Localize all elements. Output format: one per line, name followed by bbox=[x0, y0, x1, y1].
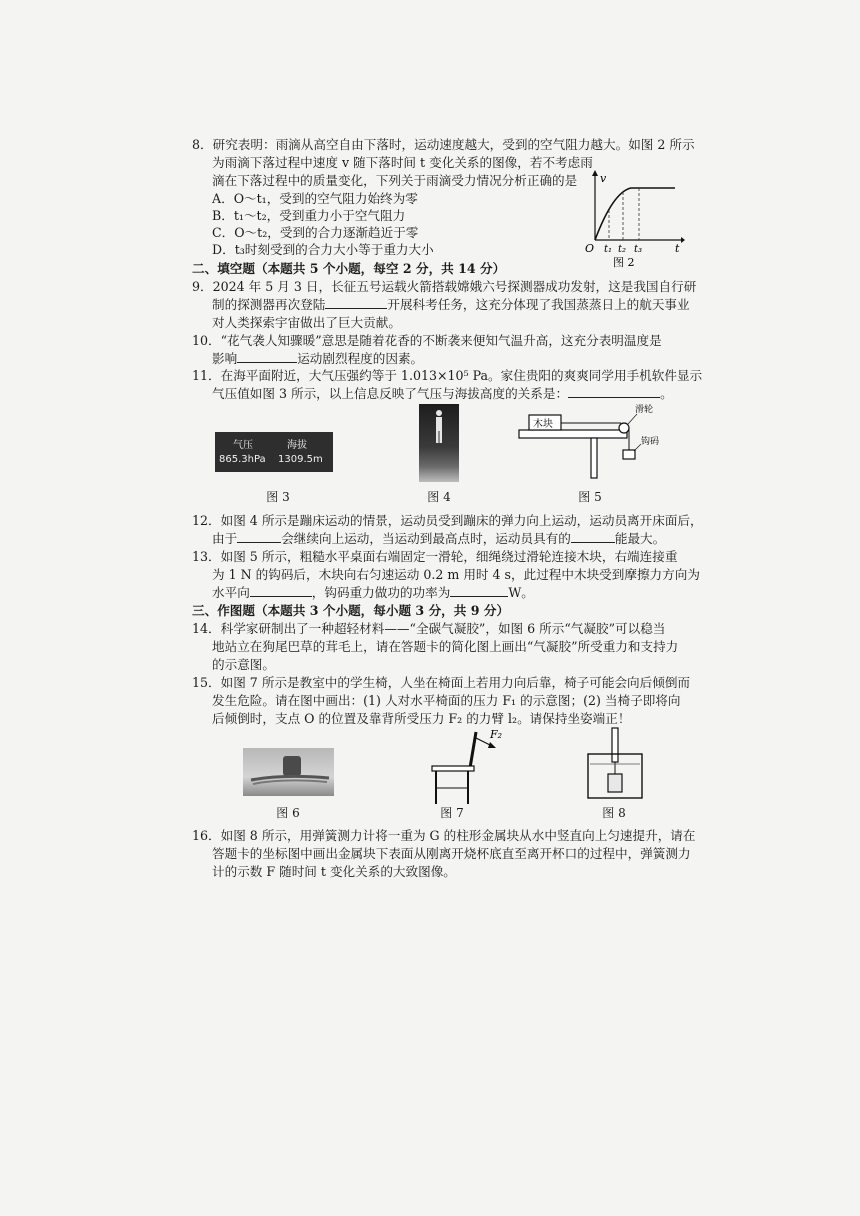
aerogel-on-grass-icon bbox=[243, 748, 334, 796]
figure-5-pulley-setup bbox=[517, 400, 677, 480]
fig4-label: 图 4 bbox=[427, 490, 451, 504]
fig3-value-pressure: 865.3hPa bbox=[219, 454, 266, 465]
q13-line-2: 为 1 N 的钩码后，木块向右匀速运动 0.2 m 用时 4 s，此过程中木块受到摩擦力方向为 bbox=[212, 567, 700, 582]
trampoline-athlete-icon bbox=[431, 408, 447, 444]
metal-block-icon bbox=[608, 774, 622, 792]
section-3-heading: 三、作图题（本题共 3 个小题，每小题 3 分，共 9 分） bbox=[192, 603, 510, 618]
figure-3-pressure-display bbox=[215, 432, 333, 472]
fig2-tick-t2: t₂ bbox=[618, 244, 627, 255]
figure-2-velocity-time-graph bbox=[585, 170, 685, 269]
q13-answer-blank-1[interactable] bbox=[250, 584, 312, 597]
q11-line-2-end: 。 bbox=[660, 386, 673, 401]
q10-line-2a: 影响 bbox=[212, 351, 238, 366]
q13-answer-blank-2[interactable] bbox=[450, 584, 508, 597]
fig6-label: 图 6 bbox=[276, 806, 300, 820]
fig2-axis-v: v bbox=[600, 172, 607, 185]
pulley-icon bbox=[619, 423, 629, 433]
spring-scale-icon bbox=[612, 728, 618, 762]
q12-line-1: 12．如图 4 所示是蹦床运动的情景，运动员受到蹦床的弹力向上运动，运动员离开床面后， bbox=[192, 513, 703, 528]
q11-answer-blank[interactable] bbox=[568, 385, 660, 398]
q10-line-2 bbox=[212, 350, 423, 367]
fig2-tick-t3: t₃ bbox=[634, 244, 643, 255]
fig3-label: 图 3 bbox=[266, 490, 290, 504]
fig5-label: 图 5 bbox=[578, 490, 602, 504]
q8-option-a: A．O～t₁，受到的空气阻力始终为零 bbox=[212, 191, 418, 206]
fig5-weight-label: 钩码 bbox=[641, 437, 660, 447]
fig2-tick-t1: t₁ bbox=[604, 244, 613, 255]
q11-line-2-text: 气压值如图 3 所示，以上信息反映了气压与海拔高度的关系是： bbox=[212, 386, 569, 401]
figure-8-spring-scale-beaker bbox=[586, 728, 646, 800]
q8-line-2: 为雨滴下落过程中速度 v 随下落时间 t 变化关系的图像，若不考虑雨 bbox=[212, 155, 593, 170]
q12-line-2b: 会继续向上运动，当运动到最高点时，运动员具有的 bbox=[281, 531, 571, 546]
q13-line-3b: ，钩码重力做功的功率为 bbox=[311, 585, 451, 600]
q15-line-2: 发生危险。请在图中画出：(1) 人对水平椅面的压力 F₁ 的示意图；(2) 当椅子即将向 bbox=[212, 693, 681, 708]
q16-line-1: 16．如图 8 所示，用弹簧测力计将一重为 G 的柱形金属块从水中竖直向上匀速提升，请在 bbox=[192, 828, 696, 843]
q14-line-1: 14．科学家研制出了一种超轻材料——“全碳气凝胶”，如图 6 所示“气凝胶”可以稳当 bbox=[192, 621, 666, 636]
q8-option-c: C．O～t₂，受到的合力逐渐趋近于零 bbox=[212, 225, 419, 240]
fig2-label: 图 2 bbox=[613, 256, 635, 269]
q8-option-d: D．t₃时刻受到的合力大小等于重力大小 bbox=[212, 242, 434, 257]
q10-line-1: 10．“花气袭人知骤暖”意思是随着花香的不断袭来便知气温升高，这充分表明温度是 bbox=[192, 333, 662, 348]
q15-line-3: 后倾倒时，支点 O 的位置及靠背所受压力 F₂ 的力臂 l₂。请保持坐姿端正！ bbox=[212, 711, 631, 726]
q10-line-2b: 运动剧烈程度的因素。 bbox=[297, 351, 424, 366]
fig8-label: 图 8 bbox=[602, 806, 626, 820]
q8-option-b: B．t₁～t₂，受到重力小于空气阻力 bbox=[212, 208, 406, 223]
q12-line-2a: 由于 bbox=[212, 531, 238, 546]
fig3-value-altitude: 1309.5m bbox=[278, 454, 323, 465]
q11-line-1: 11．在海平面附近，大气压强约等于 1.013×10⁵ Pa。家住贵阳的爽爽同学用手机软件显示 bbox=[192, 368, 703, 383]
figure-4-trampoline-photo bbox=[419, 404, 459, 482]
fig7-force-label: F₂ bbox=[490, 728, 503, 741]
q14-line-3: 的示意图。 bbox=[212, 657, 275, 672]
fig2-axis-t: t bbox=[675, 242, 680, 255]
q15-line-1: 15．如图 7 所示是教室中的学生椅，人坐在椅面上若用力向后靠，椅子可能会向后倾倒而 bbox=[192, 675, 691, 690]
q13-line-3 bbox=[212, 584, 534, 601]
fig7-label: 图 7 bbox=[440, 806, 464, 820]
q9-answer-blank[interactable] bbox=[325, 296, 387, 309]
q12-line-2c: 能最大。 bbox=[614, 531, 666, 546]
q12-answer-blank-2[interactable] bbox=[571, 530, 615, 543]
q14-line-2: 地站立在狗尾巴草的茸毛上，请在答题卡的简化图上画出“气凝胶”所受重力和支持力 bbox=[212, 639, 679, 654]
fig3-header-pressure: 气压 bbox=[233, 440, 253, 451]
fig2-origin: O bbox=[585, 242, 595, 255]
fig5-pulley-label: 滑轮 bbox=[635, 405, 654, 415]
q10-answer-blank[interactable] bbox=[237, 350, 297, 363]
q9-line-2b: 开展科考任务，这充分体现了我国蒸蒸日上的航天事业 bbox=[387, 297, 690, 312]
q13-line-3c: W。 bbox=[508, 585, 534, 600]
q9-line-2 bbox=[212, 296, 690, 313]
q12-answer-blank-1[interactable] bbox=[237, 530, 281, 543]
q9-line-3: 对人类探索宇宙做出了巨大贡献。 bbox=[212, 315, 401, 330]
q8-line-1: 8．研究表明：雨滴从高空自由下落时，运动速度越大，受到的空气阻力越大。如图 2 所示 bbox=[192, 137, 695, 152]
q12-line-2 bbox=[212, 530, 665, 547]
q16-line-3: 计的示数 F 随时间 t 变化关系的大致图像。 bbox=[212, 864, 456, 879]
q16-line-2: 答题卡的坐标图中画出金属块下表面从刚离开烧杯底直至离开杯口的过程中，弹簧测力 bbox=[212, 846, 691, 861]
fig3-header-altitude: 海拔 bbox=[287, 440, 307, 451]
hook-weight-icon bbox=[623, 450, 635, 459]
figure-7-student-chair bbox=[424, 728, 514, 808]
figure-6-aerogel-photo bbox=[243, 748, 334, 796]
section-2-heading: 二、填空题（本题共 5 个小题，每空 2 分，共 14 分） bbox=[192, 261, 506, 276]
q9-line-1: 9．2024 年 5 月 3 日，长征五号运载火箭搭载嫦娥六号探测器成功发射，这是我国自行研 bbox=[192, 279, 697, 294]
q8-line-3: 滴在下落过程中的质量变化，下列关于雨滴受力情况分析正确的是 bbox=[212, 173, 578, 188]
q13-line-1: 13．如图 5 所示，粗糙水平桌面右端固定一滑轮，细绳绕过滑轮连接木块，右端连接重 bbox=[192, 549, 678, 564]
fig5-block-label: 木块 bbox=[533, 419, 553, 430]
q9-line-2a: 制的探测器再次登陆 bbox=[212, 297, 326, 312]
q13-line-3a: 水平向 bbox=[212, 585, 250, 600]
